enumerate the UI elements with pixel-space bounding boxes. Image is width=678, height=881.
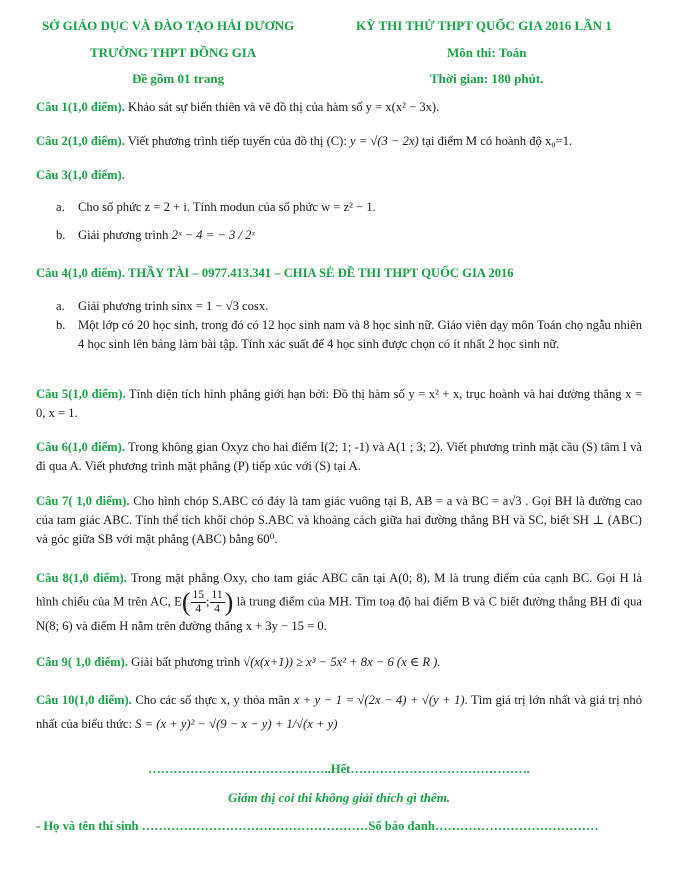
question-6 xyxy=(36,438,642,476)
question-5-label: Câu 5(1,0 điểm). xyxy=(36,387,126,401)
question-9 xyxy=(36,653,642,672)
end-marker: ……………………………………..Hết……………………………………. xyxy=(148,762,530,776)
question-4a xyxy=(56,297,642,316)
question-5 xyxy=(36,385,642,423)
exam-title: KỲ THI THỬ THPT QUỐC GIA 2016 LẦN 1 xyxy=(356,18,612,33)
school-name: TRƯỜNG THPT ĐỒNG GIA xyxy=(90,45,257,60)
question-3 xyxy=(36,166,642,185)
question-2-label: Câu 2(1,0 điểm). xyxy=(36,134,125,148)
question-9-expression: √(x(x+1)) ≥ x³ − 5x² + 8x − 6 (x ∈ R ). xyxy=(243,655,441,669)
e-x-numerator: 15 xyxy=(192,589,205,601)
question-10-text-b: . Tìm giá trị lớn nhất và giá trị nhỏ nhất của biểu thức: xyxy=(36,693,642,731)
question-3a-text: Cho số phức z = 2 + i. Tính modun của số phức w = z² − 1. xyxy=(78,200,376,214)
question-4b-label: b. xyxy=(56,318,66,332)
question-3b xyxy=(56,226,642,245)
question-2-text-a: Viết phương trình tiếp tuyến của đồ thị (C): xyxy=(127,134,347,148)
e-y-numerator: 11 xyxy=(211,589,223,601)
question-5-text: Tính diện tích hình phẳng giới hạn bởi: Đồ thị hàm số y = x² + x, trục hoành và hai đường thẳng x = 0, x = 1. xyxy=(36,387,642,420)
question-10-text-a: Cho các số thực x, y thỏa mãn xyxy=(135,693,291,707)
question-6-label: Câu 6(1,0 điểm). xyxy=(36,440,126,454)
candidate-info-line: - Họ và tên thí sinh ………………………………………………Số báo danh………………………………… xyxy=(36,819,599,833)
question-8-text-b: là trung điểm của MH. Tìm toạ độ hai điểm B và C biết đường thẳng BH đi qua N(8; 6) và điểm H nằm trên đường thẳng x + 3y − 15 = 0. xyxy=(36,594,642,633)
question-3b-expression: 2ˣ − 4 = − 3 / 2ˣ xyxy=(171,228,255,242)
question-10-label: Câu 10(1,0 điểm). xyxy=(36,693,132,707)
question-10-condition: x + y − 1 = √(2x − 4) + √(y + 1) xyxy=(293,693,465,707)
question-1-label: Câu 1(1,0 điểm). xyxy=(36,100,125,114)
question-3-label: Câu 3(1,0 điểm). xyxy=(36,168,125,182)
question-4b-text: Một lớp có 20 học sinh, trong đó có 12 học sinh nam và 8 học sinh nữ. Giáo viên dạy môn Toán chọ ngẫu nhiên 4 học sinh lên bảng làm bài tập. Tính xác suất để 4 học sinh được chọn có ít nhất 2 học sinh nữ. xyxy=(78,318,642,351)
time-limit: Thời gian: 180 phút. xyxy=(430,71,544,86)
e-y-denominator: 4 xyxy=(214,603,220,615)
question-3b-label: b. xyxy=(56,228,66,242)
question-7-label: Câu 7( 1,0 điểm). xyxy=(36,494,130,508)
question-4a-text: Giải phương trình sinx = 1 − √3 cosx. xyxy=(78,299,269,313)
question-7-text: Cho hình chóp S.ABC có đáy là tam giác vuông tại B, AB = a và BC = a√3 . Gọi BH là đường cao của tam giác ABC. Tính thể tích khối chóp S.ABC và khoảng cách giữa hai đường thẳng BH và SC, biết SH ⊥ (ABC) và góc giữa SB với mặt phẳng (ABC) bằng 60⁰. xyxy=(36,494,643,546)
question-10 xyxy=(36,688,642,736)
question-4b xyxy=(56,316,642,354)
point-e-name: E xyxy=(174,594,182,609)
point-e-coordinates: E( $\frac{15}{4}$ ; $\frac{11}{4}$ ) xyxy=(174,587,234,617)
proctor-note: Giám thị coi thi không giải thích gì thêm. xyxy=(227,790,451,805)
question-10-expression: S = (x + y)² − √(9 − x − y) + 1/√(x + y) xyxy=(135,717,338,731)
question-2-expression: y = √(3 − 2x) xyxy=(350,134,419,148)
question-3a xyxy=(56,198,642,217)
question-1-text: Khảo sát sự biến thiên và vẽ đồ thị của hàm số y = x(x² − 3x). xyxy=(128,100,440,114)
question-1 xyxy=(36,98,642,117)
question-8 xyxy=(36,568,642,637)
question-8-label: Câu 8(1,0 điểm). xyxy=(36,571,127,585)
question-8-text-a: Trong mặt phẳng Oxy, cho tam giác ABC cân tại A(0; 8), M là trung điểm của cạnh BC. Gọi H là hình chiếu của M trên AC, xyxy=(36,571,643,609)
question-9-label: Câu 9( 1,0 điểm). xyxy=(36,655,128,669)
question-4 xyxy=(36,264,642,283)
department-title: SỞ GIÁO DỤC VÀ ĐÀO TẠO HẢI DƯƠNG xyxy=(42,18,295,33)
question-4-banner: THẦY TÀI – 0977.413.341 – CHIA SẺ ĐỀ THI THPT QUỐC GIA 2016 xyxy=(128,266,514,280)
page-count: Đề gồm 01 trang xyxy=(132,71,225,86)
subject-label: Môn thi: Toán xyxy=(447,45,527,60)
e-x-denominator: 4 xyxy=(195,603,202,615)
question-4-label: Câu 4(1,0 điểm). xyxy=(36,266,125,280)
question-2 xyxy=(36,132,642,151)
question-4a-label: a. xyxy=(56,299,65,313)
question-9-text: Giải bất phương trình xyxy=(131,655,241,669)
question-3b-text: Giải phương trình xyxy=(78,228,169,242)
question-7 xyxy=(36,492,642,549)
question-3a-label: a. xyxy=(56,200,65,214)
question-6-text: Trong không gian Oxyz cho hai điểm I(2; 1; -1) và A(1 ; 3; 2). Viết phương trình mặt cầu (S) tâm I và đi qua A. Viết phương trình mặt phẳng (P) tiếp xúc với (S) tại A. xyxy=(36,440,642,473)
question-2-text-b: tại điểm M có hoành độ x₀=1. xyxy=(421,134,573,148)
